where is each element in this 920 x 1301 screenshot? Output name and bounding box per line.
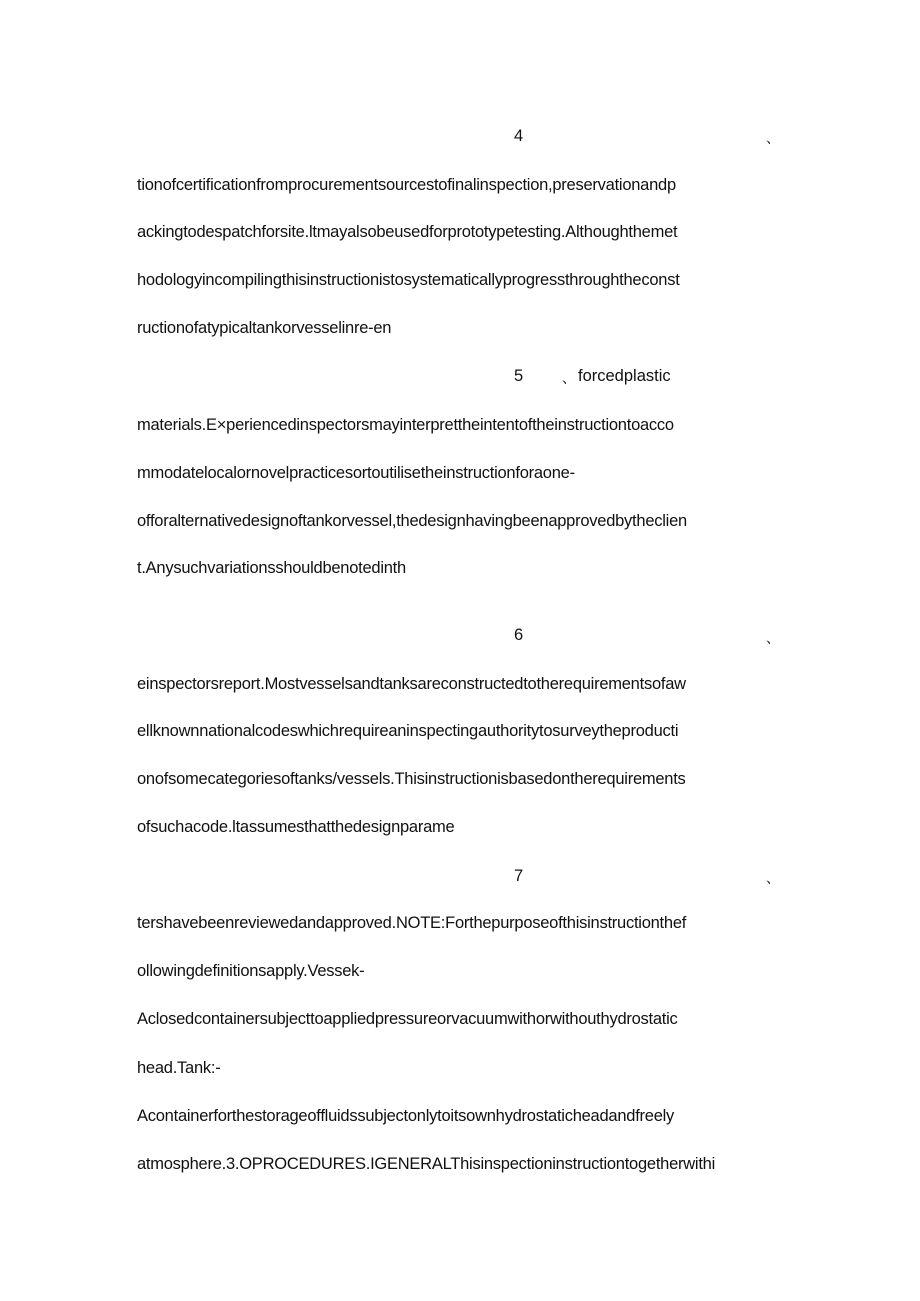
text-line: ofsuchacode.ltassumesthatthedesignparame: [137, 818, 455, 836]
text-line: atmosphere.3.OPROCEDURES.IGENERALThisinspectioninstructiontogetherwithi: [137, 1155, 716, 1173]
text-line: mmodatelocalornovelpracticesortoutilisetheinstructionforaone-: [137, 464, 575, 482]
text-line: t.Anysuchvariationsshouldbenotedinth: [137, 559, 406, 577]
section-mark: 、: [766, 630, 780, 646]
section-number: 7: [514, 867, 524, 885]
text-fragment: forcedplastic: [578, 367, 671, 385]
text-line: einspectorsreport.Mostvesselsandtanksareconstructedtotherequirementsofaw: [137, 675, 686, 693]
text-line: Aclosedcontainersubjecttoappliedpressureorvacuumwithorwithouthydrostatic: [137, 1010, 678, 1028]
section-number: 5: [514, 367, 524, 385]
text-line: onofsomecategoriesoftanks/vessels.Thisinstructionisbasedontherequirements: [137, 770, 686, 788]
text-line: head.Tank:-: [137, 1059, 221, 1077]
text-line: ructionofatypicaltankorvesselinre-en: [137, 319, 392, 337]
text-line: ackingtodespatchforsite.ltmayalsobeusedforprototypetesting.Althoughthemet: [137, 223, 678, 241]
text-line: ellknownnationalcodeswhichrequireaninspectingauthoritytosurveytheproducti: [137, 722, 679, 740]
text-line: tershavebeenreviewedandapproved.NOTE:Forthepurposeofthisinstructionthef: [137, 914, 687, 932]
text-line: tionofcertificationfromprocurementsourcestofinalinspection,preservationandp: [137, 176, 676, 194]
section-number: 4: [514, 127, 524, 145]
section-mark: 、: [562, 370, 576, 386]
text-line: materials.E×periencedinspectorsmayinterprettheintentoftheinstructiontoacco: [137, 416, 674, 434]
text-line: Acontainerforthestorageoffluidssubjectonlytoitsownhydrostaticheadandfreely: [137, 1107, 675, 1125]
section-mark: 、: [766, 130, 780, 146]
text-line: ollowingdefinitionsapply.Vessek-: [137, 962, 365, 980]
text-line: offoralternativedesignoftankorvessel,thedesignhavingbeenapprovedbytheclien: [137, 512, 687, 530]
section-number: 6: [514, 626, 524, 644]
section-mark: 、: [766, 870, 780, 886]
text-line: hodologyincompilingthisinstructionistosystematicallyprogressthroughtheconst: [137, 271, 680, 289]
